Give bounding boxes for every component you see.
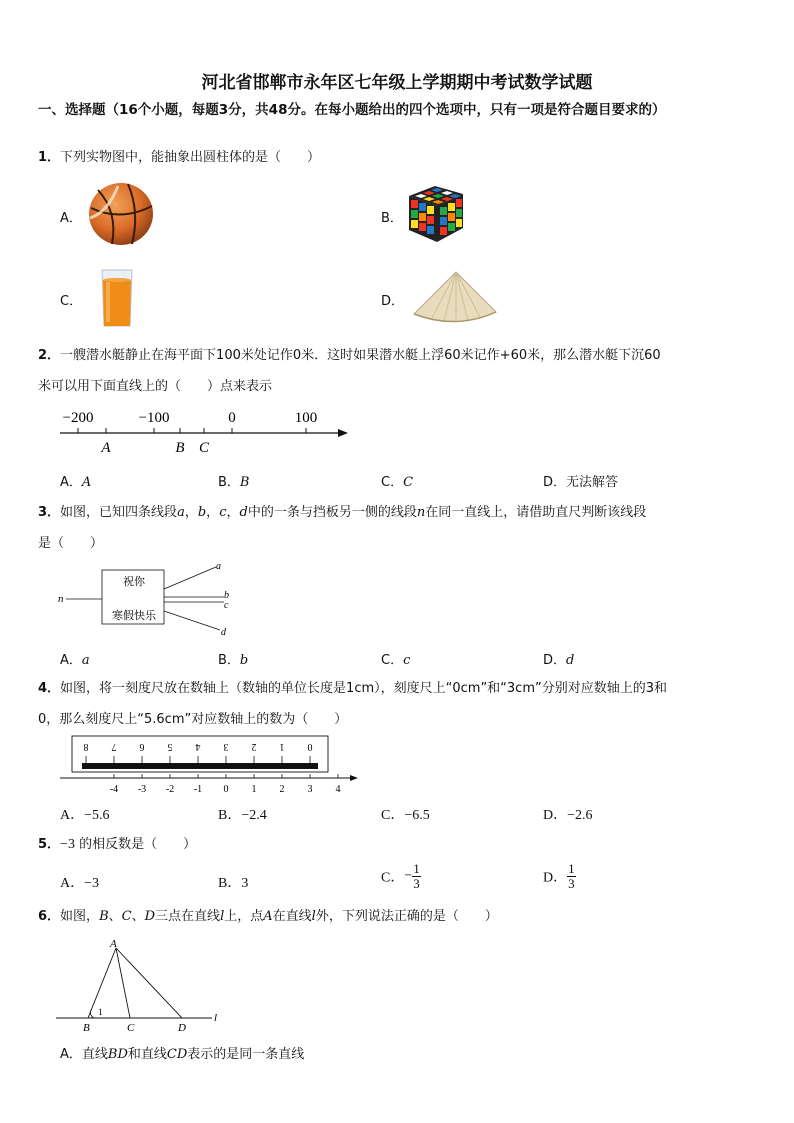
question-3 [38,503,758,523]
option-value: −2.4 [241,808,267,823]
box-text: 寒假快乐 [112,610,156,622]
option-c [381,649,410,668]
question-text: 如图，已知四条线段 [60,505,178,520]
tick-label: −200 [62,410,94,426]
option-text: 和直线 [127,1047,167,1062]
label-d: D [178,1022,186,1034]
option-d [543,649,574,668]
label-a: A [110,938,117,950]
axis-tick-label: -4 [109,784,119,795]
axis-tick-label: 3 [307,784,313,795]
option-value: −2.6 [567,808,593,823]
option-label: B． [218,876,242,891]
option-b [218,471,249,490]
option-label: C． [381,653,404,668]
page-title: 河北省邯郸市永年区七年级上学期期中考试数学试题 [201,73,593,93]
question-text-line1: 如图，将一刻度尺放在数轴上（数轴的单位长度是1cm），刻度尺上“0cm”和“3cm”分别对应数轴上的3和 [60,681,668,696]
question-text: ， [184,505,198,520]
question-5 [38,835,196,855]
option-a-label: A． [60,211,82,226]
option-label: A． [60,876,85,891]
option-text: 表示的是同一条直线 [187,1047,305,1062]
question-text: ， [226,505,240,520]
question-text: 、 [108,909,122,924]
question-number: 5． [38,837,61,852]
ruler-scale-bar [82,763,318,769]
var-b: B [99,909,109,924]
var-l: l [220,909,225,924]
var-d: d [239,505,248,520]
option-a [60,649,90,668]
option-label: D． [543,475,567,490]
arrow-icon [338,429,348,437]
question-text-line2: 是（ ） [38,536,104,551]
label-b: b [224,590,229,601]
question-text: 、 [131,909,145,924]
ruler-mark-label: 6 [139,741,145,752]
option-c [381,471,413,490]
numerator: 1 [413,861,420,876]
option-label: C． [381,808,405,823]
question-text: 三点在直线 [155,909,221,924]
numerator: 1 [568,861,575,876]
number-line-figure [50,404,360,460]
section-heading: 一、选择题（16个小题，每题3分，共48分。在每小题给出的四个选项中，只有一项是符合题目要求的） [38,102,666,118]
question-number: 1． [38,150,61,165]
ruler-mark-label: 8 [83,741,89,752]
axis-tick-label: -2 [165,784,175,795]
axis-tick-label: 2 [279,784,285,795]
option-label: D． [543,653,567,668]
tick-label: −100 [138,410,170,426]
ruler-mark-label: 5 [167,741,173,752]
question-text: 在同一直线上，请借助直尺判断该线段 [425,505,647,520]
option-value: d [566,653,575,668]
option-b [218,649,248,668]
option-a [60,872,99,892]
option-value: 无法解答 [566,475,619,490]
option-label: A． [60,653,82,668]
question-number: 3． [38,505,61,520]
point-b-label: B [175,440,185,456]
question-text-line2: 0，那么刻度尺上“5.6cm”对应数轴上的数为（ ） [38,712,348,727]
denominator: 3 [413,876,420,891]
option-c [381,804,430,824]
segment-a [164,567,216,589]
question-text: 的相反数是（ ） [74,837,197,852]
option-d [543,804,593,824]
axis-tick-label: 0 [223,784,229,795]
question-text: 上，点 [224,909,264,924]
option-b [218,872,248,892]
question-text: 在直线 [272,909,312,924]
var-b: b [197,505,207,520]
label-c: c [224,600,229,611]
barrier-figure [54,558,244,644]
question-text-line2: 米可以用下面直线上的（ ）点来表示 [38,379,273,394]
label-c: C [127,1022,135,1034]
option-value: −5.6 [84,808,110,823]
denominator: 3 [568,876,575,891]
option-value: C [403,475,414,490]
angle-arc [90,1010,94,1018]
option-d-label: D． [381,294,405,309]
label-b: B [83,1022,90,1034]
segment-ac [116,948,130,1018]
var-a: A [263,909,273,924]
segment-ad [116,948,182,1018]
angle-label: 1 [98,1007,103,1017]
point-a-label: A [101,440,111,456]
option-text: A．直线 [60,1047,108,1062]
segment-d [164,611,220,630]
ruler-mark-label: 2 [251,741,257,752]
ruler-figure [58,734,368,800]
var-c: c [219,505,227,520]
option-value: −3 [84,876,100,891]
option-value: a [81,653,90,668]
conical-hat-icon [412,270,498,330]
question-number: 6． [38,909,61,924]
option-value: b [239,653,249,668]
option-b [218,804,267,824]
option-d [543,471,618,490]
question-text: 中的一条与挡板另一侧的线段 [247,505,417,520]
option-value: A [81,475,92,490]
question-number: 4． [38,681,61,696]
box-text: 祝你 [123,576,145,588]
option-label: C． [381,870,405,886]
option-label: B． [218,808,242,823]
ruler-mark-label: 4 [195,741,201,752]
question-2 [38,346,758,366]
label-n: n [58,593,64,605]
var-n: n [416,505,426,520]
rubiks-cube-icon [405,182,467,248]
option-a [60,1043,304,1062]
ruler-mark-label: 1 [279,741,285,752]
option-label: D． [543,870,568,886]
option-label: D． [543,808,568,823]
point-c-label: C [198,440,210,456]
var-bd: BD [107,1047,128,1062]
option-label: A． [60,808,85,823]
question-text: 外，下列说法正确的是（ ） [315,909,498,924]
var-c: C [121,909,132,924]
axis-tick-label: 4 [335,784,341,795]
axis-tick-label: -1 [193,784,203,795]
ruler-mark-label: 0 [307,741,313,752]
tick-label: 100 [294,410,318,426]
glass-of-juice-icon [100,268,134,332]
question-number: 2． [38,348,61,363]
option-d [543,862,576,891]
var-a: a [177,505,185,520]
question-1 [38,148,320,168]
label-d: d [221,627,226,638]
option-a [60,804,110,824]
arrow-icon [350,775,358,781]
question-text-line1: 一艘潜水艇静止在海平面下100米处记作0米．这时如果潜水艇上浮60米记作+60米，那么潜水艇下沉60 [60,348,661,363]
question-4 [38,679,758,699]
axis-tick-label: 1 [251,784,257,795]
fraction [567,862,576,891]
option-c [381,862,421,891]
option-c-label: C． [60,294,83,309]
triangle-figure [50,934,230,1038]
option-value: B [239,475,250,490]
var-d: D [144,909,156,924]
question-text: ， [206,505,220,520]
question-text: 下列实物图中，能抽象出圆柱体的是（ ） [60,150,321,165]
var-cd: CD [166,1047,188,1062]
option-label: C． [381,475,404,490]
fraction [412,862,421,891]
label-a: a [216,561,221,572]
option-value: −6.5 [404,808,430,823]
var-l: l [311,909,316,924]
axis-tick-label: -3 [137,784,147,795]
label-l: l [214,1012,218,1024]
ruler-mark-label: 3 [223,741,229,752]
ruler-mark-label: 7 [111,741,117,752]
option-a [60,471,91,490]
tick-label: 0 [228,410,236,426]
option-label: B． [218,475,240,490]
question-6 [38,907,758,927]
option-b-label: B． [381,211,403,226]
option-sign: − [404,868,413,884]
option-label: A． [60,475,82,490]
option-value: c [403,653,411,668]
option-value: 3 [241,876,249,891]
question-value: −3 [60,837,75,852]
question-text: 如图， [60,909,100,924]
option-label: B． [218,653,240,668]
axis-ticks [110,774,341,795]
basketball-icon [88,182,154,250]
